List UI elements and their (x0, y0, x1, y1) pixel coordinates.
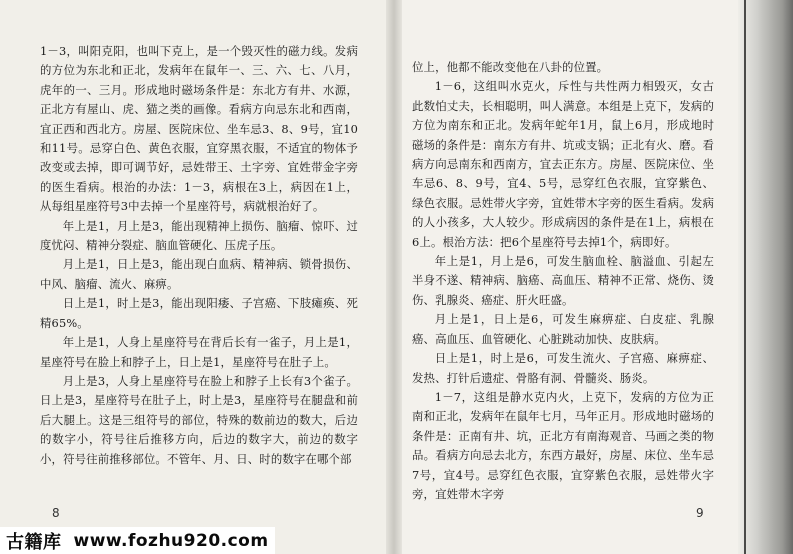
paragraph: 1－3，叫阳克阳，也叫下克上，是一个毁灭性的磁力线。发病的方位为东北和正北，发病年在鼠年一、三、六、七、八月，虎年的一、三月。形成地时磁场条件是：东北方有井、水源，正北方有屋山、虎、猫之类的画像。看病方向忌东北和西南，宜正西和西北方。房屋、医院床位、坐车忌3、8、9号，宜10和11号。忌穿白色、黄色衣服，宜穿黑衣服，不适宜的物体予改变或去掉，即可调节好，忌姓带王、土字旁、宜姓带金字旁的医生看病。根治的办法：1－3，病根在3上，病因在1上，从每组星座符号3中去掉一个星座符号，病就根治好了。 (40, 44, 358, 214)
paragraph: 年上是1，月上是3，能出现精神上损伤、脑瘤、惊吓、过度忧闷、精神分裂症、脑血管硬化、压虎子压。 (40, 218, 358, 253)
paragraph: 月上是1，日上是3，能出现白血病、精神病、锁骨损伤、中风、脑瘤、流火、麻痹。 (40, 257, 358, 291)
page-edge-shadow (738, 0, 793, 554)
paragraph: 月上是3，人身上星座符号在脸上和脖子上长有3个雀子。日上是3，星座符号在肚子上，时上是3，星座符号在腿盘和前后大腿上。这是三组符号的部位，特殊的数前边的数大，后边的数字小，符号往后推移方向，后边的数字大，前边的数字小，符号往前推移部位。不管年、月、日、时的数字在哪个部 (40, 373, 358, 466)
paragraph: 月上是1，日上是6，可发生麻痹症、白皮症、乳腺癌、高血压、血管硬化、心脏跳动加快、皮肤病。 (412, 312, 714, 346)
paragraph: 1－7，这组是静水克内火，上克下，发病的方位为正南和正北，发病年在鼠年七月，马年正月。形成地时磁场的条件是：正南有井、坑，正北方有南海观音、马画之类的物品。看病方向忌去北方，东西方最好，房屋、床位、坐车忌7号，宜4号。忌穿红色衣服，宜穿紫色衣服，忌姓带火字旁，宜姓带木字旁 (412, 389, 714, 501)
paragraph: 1－6，这组叫水克火，斥性与共性两力相毁灭，女古此数怕丈夫，长相聪明，叫人满意。本组是上克下，发病的方位为南东和正北。发病年蛇年1月，鼠上6月，形成地时磁场的条件是：南东方有井、坑或支锅；正北有火、磨。看病方向忌南东和西南方，宜去正东方。房屋、医院床位、坐车忌6、8、9号，宜4、5号，忌穿红色衣服，宜穿紫色、绿色衣服。忌姓带火字旁，宜姓带木字旁的医生看病。发病的人小孩多，大人较少。形成病因的条件是在1上，病根在6上。根治方法：把6个星座符号去掉1个，病即好。 (412, 79, 714, 249)
left-page-text (40, 42, 358, 469)
book-gutter (386, 0, 402, 554)
paragraph: 年上是1，月上是6，可发生脑血栓、脑溢血、引起左半身不遂、精神病、脑癌、高血压、精神不正常、烧伤、烫伤、乳腺炎、癌症、肝火旺盛。 (412, 254, 714, 307)
left-page-number: 8 (52, 506, 60, 520)
watermark-site-name: 古籍库 (6, 531, 62, 553)
paragraph: 年上是1，人身上星座符号在背后长有一雀子，月上是1，星座符号在脸上和脖子上，日上是1，星座符号在肚子上。 (40, 335, 358, 369)
page-edge-line (744, 0, 746, 554)
right-page-number: 9 (696, 506, 704, 520)
paragraph: 位上，他都不能改变他在八卦的位置。 (412, 60, 609, 74)
paragraph: 日上是1，时上是3，能出现阳痿、子宫癌、下肢瘫痪、死精65%。 (40, 296, 358, 330)
site-watermark (0, 527, 275, 554)
paragraph: 日上是1，时上是6，可发生流火、子宫癌、麻痹症、发热、打针后遗症、骨胳有洞、骨髓炎、肠炎。 (412, 351, 714, 385)
watermark-url: www.fozhu920.com (73, 530, 269, 551)
right-page-text (412, 58, 714, 504)
